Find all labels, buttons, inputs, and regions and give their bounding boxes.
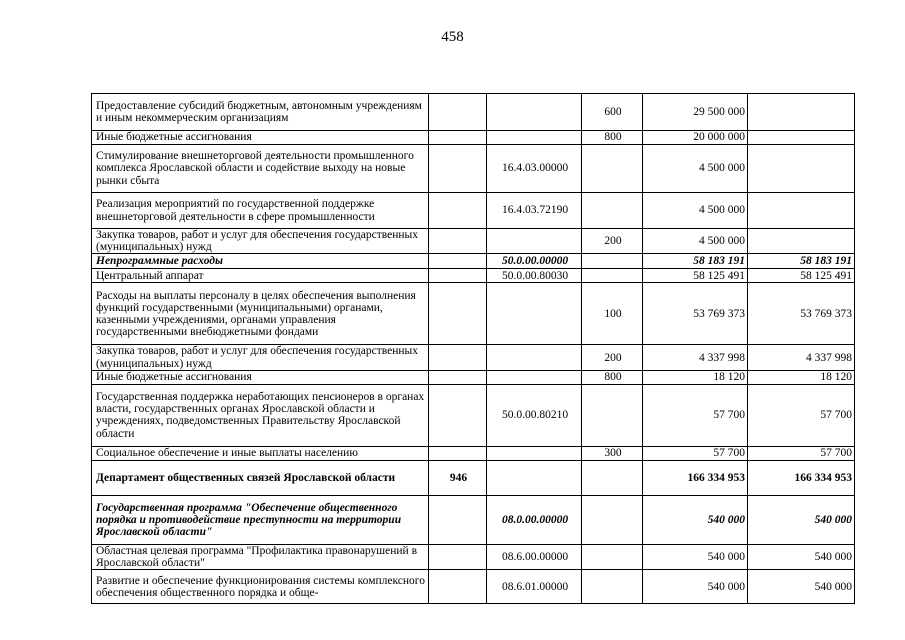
row-name: Реализация мероприятий по государственной поддержке внешнеторговой деятельности в сфере промышленности	[92, 193, 429, 229]
row-org-code	[429, 229, 487, 254]
row-expense-type	[582, 193, 643, 229]
row-program-code: 16.4.03.00000	[487, 145, 582, 193]
row-sum-2: 540 000	[748, 495, 855, 544]
row-name: Центральный аппарат	[92, 269, 429, 283]
row-sum-1: 540 000	[643, 544, 748, 569]
table-row	[92, 193, 855, 229]
row-sum-2: 18 120	[748, 370, 855, 384]
table-row	[92, 145, 855, 193]
row-program-code: 50.0.00.00000	[487, 254, 582, 269]
row-expense-type: 800	[582, 131, 643, 145]
row-sum-1: 57 700	[643, 384, 748, 446]
row-sum-2: 540 000	[748, 544, 855, 569]
row-sum-1: 29 500 000	[643, 94, 748, 131]
budget-table-body	[92, 94, 855, 604]
row-program-code: 08.6.00.00000	[487, 544, 582, 569]
row-sum-1: 4 500 000	[643, 229, 748, 254]
row-org-code	[429, 193, 487, 229]
row-program-code: 16.4.03.72190	[487, 193, 582, 229]
row-program-code	[487, 370, 582, 384]
row-org-code	[429, 254, 487, 269]
table-row	[92, 544, 855, 569]
table-row	[92, 345, 855, 370]
row-sum-2	[748, 193, 855, 229]
row-sum-1: 166 334 953	[643, 460, 748, 495]
page-number: 458	[441, 29, 464, 45]
row-sum-2: 58 183 191	[748, 254, 855, 269]
row-name: Областная целевая программа "Профилактика правонарушений в Ярославской области"	[92, 544, 429, 569]
table-row	[92, 446, 855, 460]
row-sum-1: 540 000	[643, 495, 748, 544]
row-sum-2	[748, 94, 855, 131]
row-program-code: 50.0.00.80210	[487, 384, 582, 446]
row-program-code: 50.0.00.80030	[487, 269, 582, 283]
row-expense-type: 100	[582, 283, 643, 345]
row-expense-type	[582, 570, 643, 604]
row-program-code	[487, 460, 582, 495]
row-name: Государственная программа "Обеспечение общественного порядка и противодействие преступности на территории Ярославской области"	[92, 495, 429, 544]
row-expense-type: 300	[582, 446, 643, 460]
row-program-code: 08.0.00.00000	[487, 495, 582, 544]
table-row	[92, 229, 855, 254]
row-org-code	[429, 283, 487, 345]
row-sum-1: 18 120	[643, 370, 748, 384]
table-row	[92, 495, 855, 544]
row-expense-type: 800	[582, 370, 643, 384]
row-program-code	[487, 345, 582, 370]
row-org-code	[429, 446, 487, 460]
row-program-code	[487, 229, 582, 254]
row-name: Государственная поддержка неработающих пенсионеров в органах власти, государственных органах Ярославской области и учреждениях, подведомственных Правительству Ярославской области	[92, 384, 429, 446]
row-expense-type	[582, 254, 643, 269]
table-row	[92, 370, 855, 384]
row-name: Социальное обеспечение и иные выплаты населению	[92, 446, 429, 460]
row-expense-type	[582, 544, 643, 569]
row-name: Закупка товаров, работ и услуг для обеспечения государственных (муниципальных) нужд	[92, 229, 429, 254]
row-program-code: 08.6.01.00000	[487, 570, 582, 604]
row-sum-1: 4 337 998	[643, 345, 748, 370]
row-sum-2: 53 769 373	[748, 283, 855, 345]
row-expense-type	[582, 495, 643, 544]
row-org-code	[429, 384, 487, 446]
row-sum-1: 53 769 373	[643, 283, 748, 345]
row-program-code	[487, 94, 582, 131]
row-expense-type	[582, 384, 643, 446]
row-expense-type: 200	[582, 345, 643, 370]
row-sum-2: 4 337 998	[748, 345, 855, 370]
row-program-code	[487, 131, 582, 145]
budget-table	[91, 93, 855, 604]
row-sum-2	[748, 131, 855, 145]
row-sum-1: 540 000	[643, 570, 748, 604]
row-org-code	[429, 570, 487, 604]
row-program-code	[487, 446, 582, 460]
row-sum-2: 166 334 953	[748, 460, 855, 495]
row-sum-2: 57 700	[748, 384, 855, 446]
row-name: Развитие и обеспечение функционирования системы комплексного обеспечения общественного порядка и обще-	[92, 570, 429, 604]
row-name: Предоставление субсидий бюджетным, автономным учреждениям и иным некоммерческим организациям	[92, 94, 429, 131]
row-org-code	[429, 269, 487, 283]
table-row	[92, 94, 855, 131]
row-org-code	[429, 94, 487, 131]
row-name: Расходы на выплаты персоналу в целях обеспечения выполнения функций государственными (муниципальными) органами, казенными учреждениями, органами управления государственными внебюджетными фондами	[92, 283, 429, 345]
row-sum-2: 58 125 491	[748, 269, 855, 283]
table-row	[92, 254, 855, 269]
row-org-code	[429, 544, 487, 569]
row-sum-2	[748, 145, 855, 193]
row-sum-1: 4 500 000	[643, 193, 748, 229]
row-sum-1: 57 700	[643, 446, 748, 460]
row-expense-type: 200	[582, 229, 643, 254]
table-row	[92, 460, 855, 495]
row-name: Иные бюджетные ассигнования	[92, 131, 429, 145]
row-org-code	[429, 131, 487, 145]
row-org-code	[429, 145, 487, 193]
row-sum-1: 20 000 000	[643, 131, 748, 145]
row-name: Департамент общественных связей Ярославской области	[92, 460, 429, 495]
row-sum-1: 58 125 491	[643, 269, 748, 283]
row-sum-2	[748, 229, 855, 254]
row-name: Закупка товаров, работ и услуг для обеспечения государственных (муниципальных) нужд	[92, 345, 429, 370]
row-org-code: 946	[429, 460, 487, 495]
row-name: Иные бюджетные ассигнования	[92, 370, 429, 384]
table-row	[92, 283, 855, 345]
row-name: Стимулирование внешнеторговой деятельности промышленного комплекса Ярославской области и содействие выходу на новые рынки сбыта	[92, 145, 429, 193]
row-org-code	[429, 345, 487, 370]
table-row	[92, 384, 855, 446]
row-program-code	[487, 283, 582, 345]
table-row	[92, 570, 855, 604]
row-sum-2: 540 000	[748, 570, 855, 604]
row-expense-type	[582, 460, 643, 495]
row-expense-type: 600	[582, 94, 643, 131]
table-row	[92, 269, 855, 283]
table-row	[92, 131, 855, 145]
row-name: Непрограммные расходы	[92, 254, 429, 269]
row-expense-type	[582, 145, 643, 193]
row-org-code	[429, 495, 487, 544]
row-sum-2: 57 700	[748, 446, 855, 460]
row-expense-type	[582, 269, 643, 283]
row-org-code	[429, 370, 487, 384]
row-sum-1: 4 500 000	[643, 145, 748, 193]
row-sum-1: 58 183 191	[643, 254, 748, 269]
